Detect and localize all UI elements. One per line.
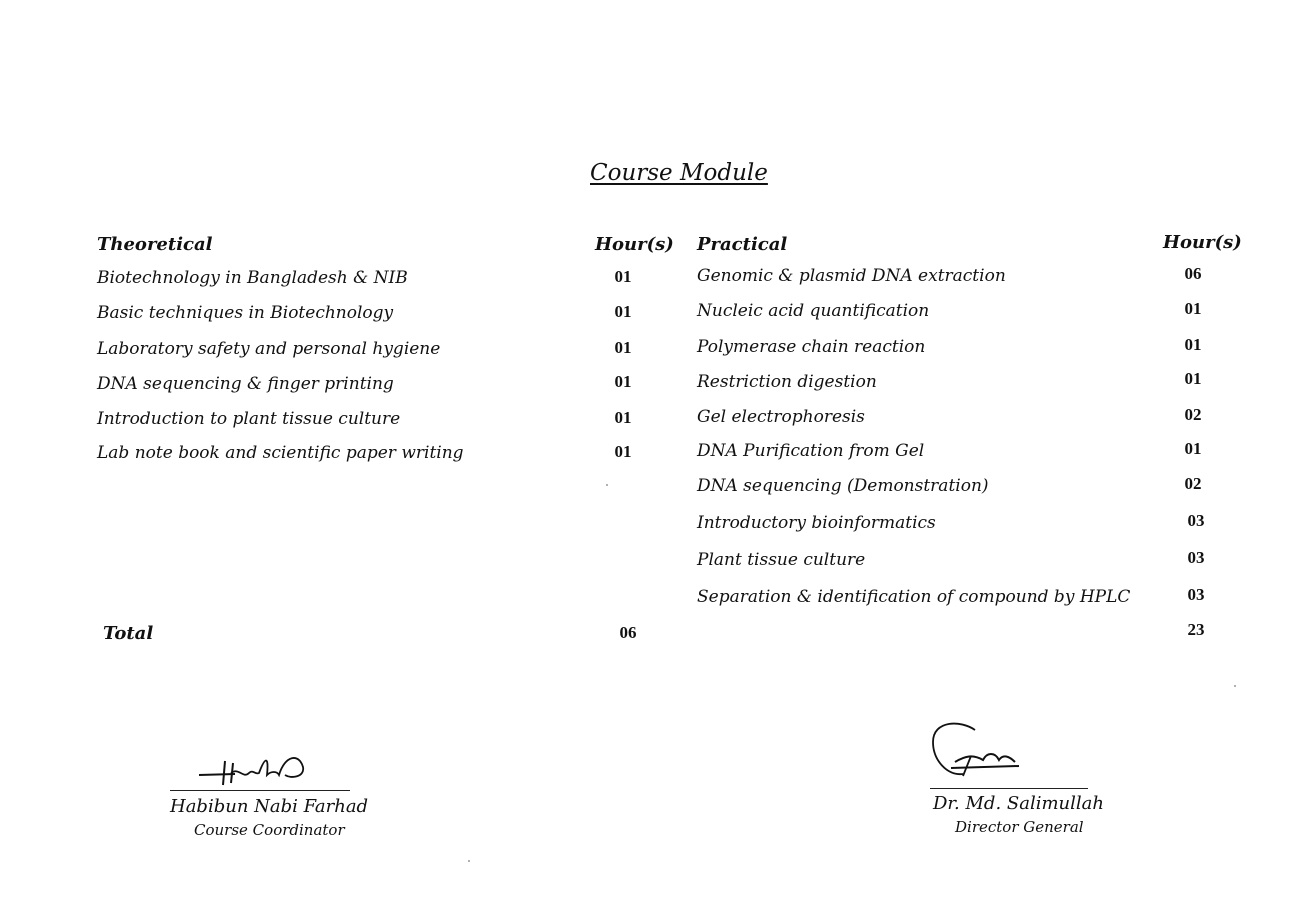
theoretical-hours: 01 (614, 338, 632, 357)
practical-item: Gel electrophoresis (697, 407, 865, 427)
left-signature-line (170, 790, 350, 791)
right-signature-line (930, 788, 1088, 789)
theoretical-item: DNA sequencing & finger printing (97, 374, 394, 394)
practical-item: Nucleic acid quantification (697, 301, 930, 321)
practical-hours: 03 (1187, 585, 1205, 604)
practical-item: Separation & identification of compound by HPLC (697, 587, 1131, 607)
practical-hours: 02 (1184, 405, 1202, 424)
theoretical-hours-header: Hour(s) (595, 234, 674, 255)
theoretical-total-hours: 06 (619, 623, 637, 642)
theoretical-hours: 01 (614, 302, 632, 321)
total-label: Total (103, 623, 154, 644)
practical-hours: 01 (1184, 439, 1202, 458)
right-signature-icon (925, 720, 1025, 780)
theoretical-hours: 01 (614, 442, 632, 461)
practical-item: Plant tissue culture (697, 550, 866, 570)
practical-hours: 03 (1187, 548, 1205, 567)
theoretical-header: Theoretical (97, 234, 213, 255)
theoretical-item: Laboratory safety and personal hygiene (97, 339, 441, 359)
practical-header: Practical (697, 234, 788, 255)
theoretical-item: Introduction to plant tissue culture (97, 409, 401, 429)
left-signatory-name: Habibun Nabi Farhad (170, 796, 369, 817)
theoretical-hours: 01 (614, 267, 632, 286)
practical-hours-header: Hour(s) (1163, 232, 1242, 253)
theoretical-item: Lab note book and scientific paper writing (97, 443, 464, 463)
practical-hours: 03 (1187, 511, 1205, 530)
left-signature-icon (195, 745, 310, 790)
practical-item: DNA sequencing (Demonstration) (697, 476, 989, 496)
practical-hours: 01 (1184, 369, 1202, 388)
theoretical-item: Basic techniques in Biotechnology (97, 303, 394, 323)
practical-item: Polymerase chain reaction (697, 337, 926, 357)
practical-hours: 02 (1184, 474, 1202, 493)
theoretical-item: Biotechnology in Bangladesh & NIB (97, 268, 408, 288)
practical-hours: 06 (1184, 264, 1202, 283)
practical-item: Introductory bioinformatics (697, 513, 936, 533)
theoretical-hours: 01 (614, 372, 632, 391)
scan-speck (468, 860, 470, 862)
right-signatory-name: Dr. Md. Salimullah (933, 793, 1104, 814)
practical-item: DNA Purification from Gel (697, 441, 925, 461)
right-signatory-role: Director General (955, 818, 1084, 836)
practical-hours: 01 (1184, 335, 1202, 354)
left-signatory-role: Course Coordinator (194, 821, 345, 839)
practical-item: Restriction digestion (697, 372, 877, 392)
theoretical-hours: 01 (614, 408, 632, 427)
practical-hours: 01 (1184, 299, 1202, 318)
page-title: Course Module (590, 160, 768, 186)
practical-item: Genomic & plasmid DNA extraction (697, 266, 1006, 286)
practical-total-hours: 23 (1187, 620, 1205, 639)
scan-speck (1234, 685, 1236, 687)
scan-speck (606, 484, 608, 486)
